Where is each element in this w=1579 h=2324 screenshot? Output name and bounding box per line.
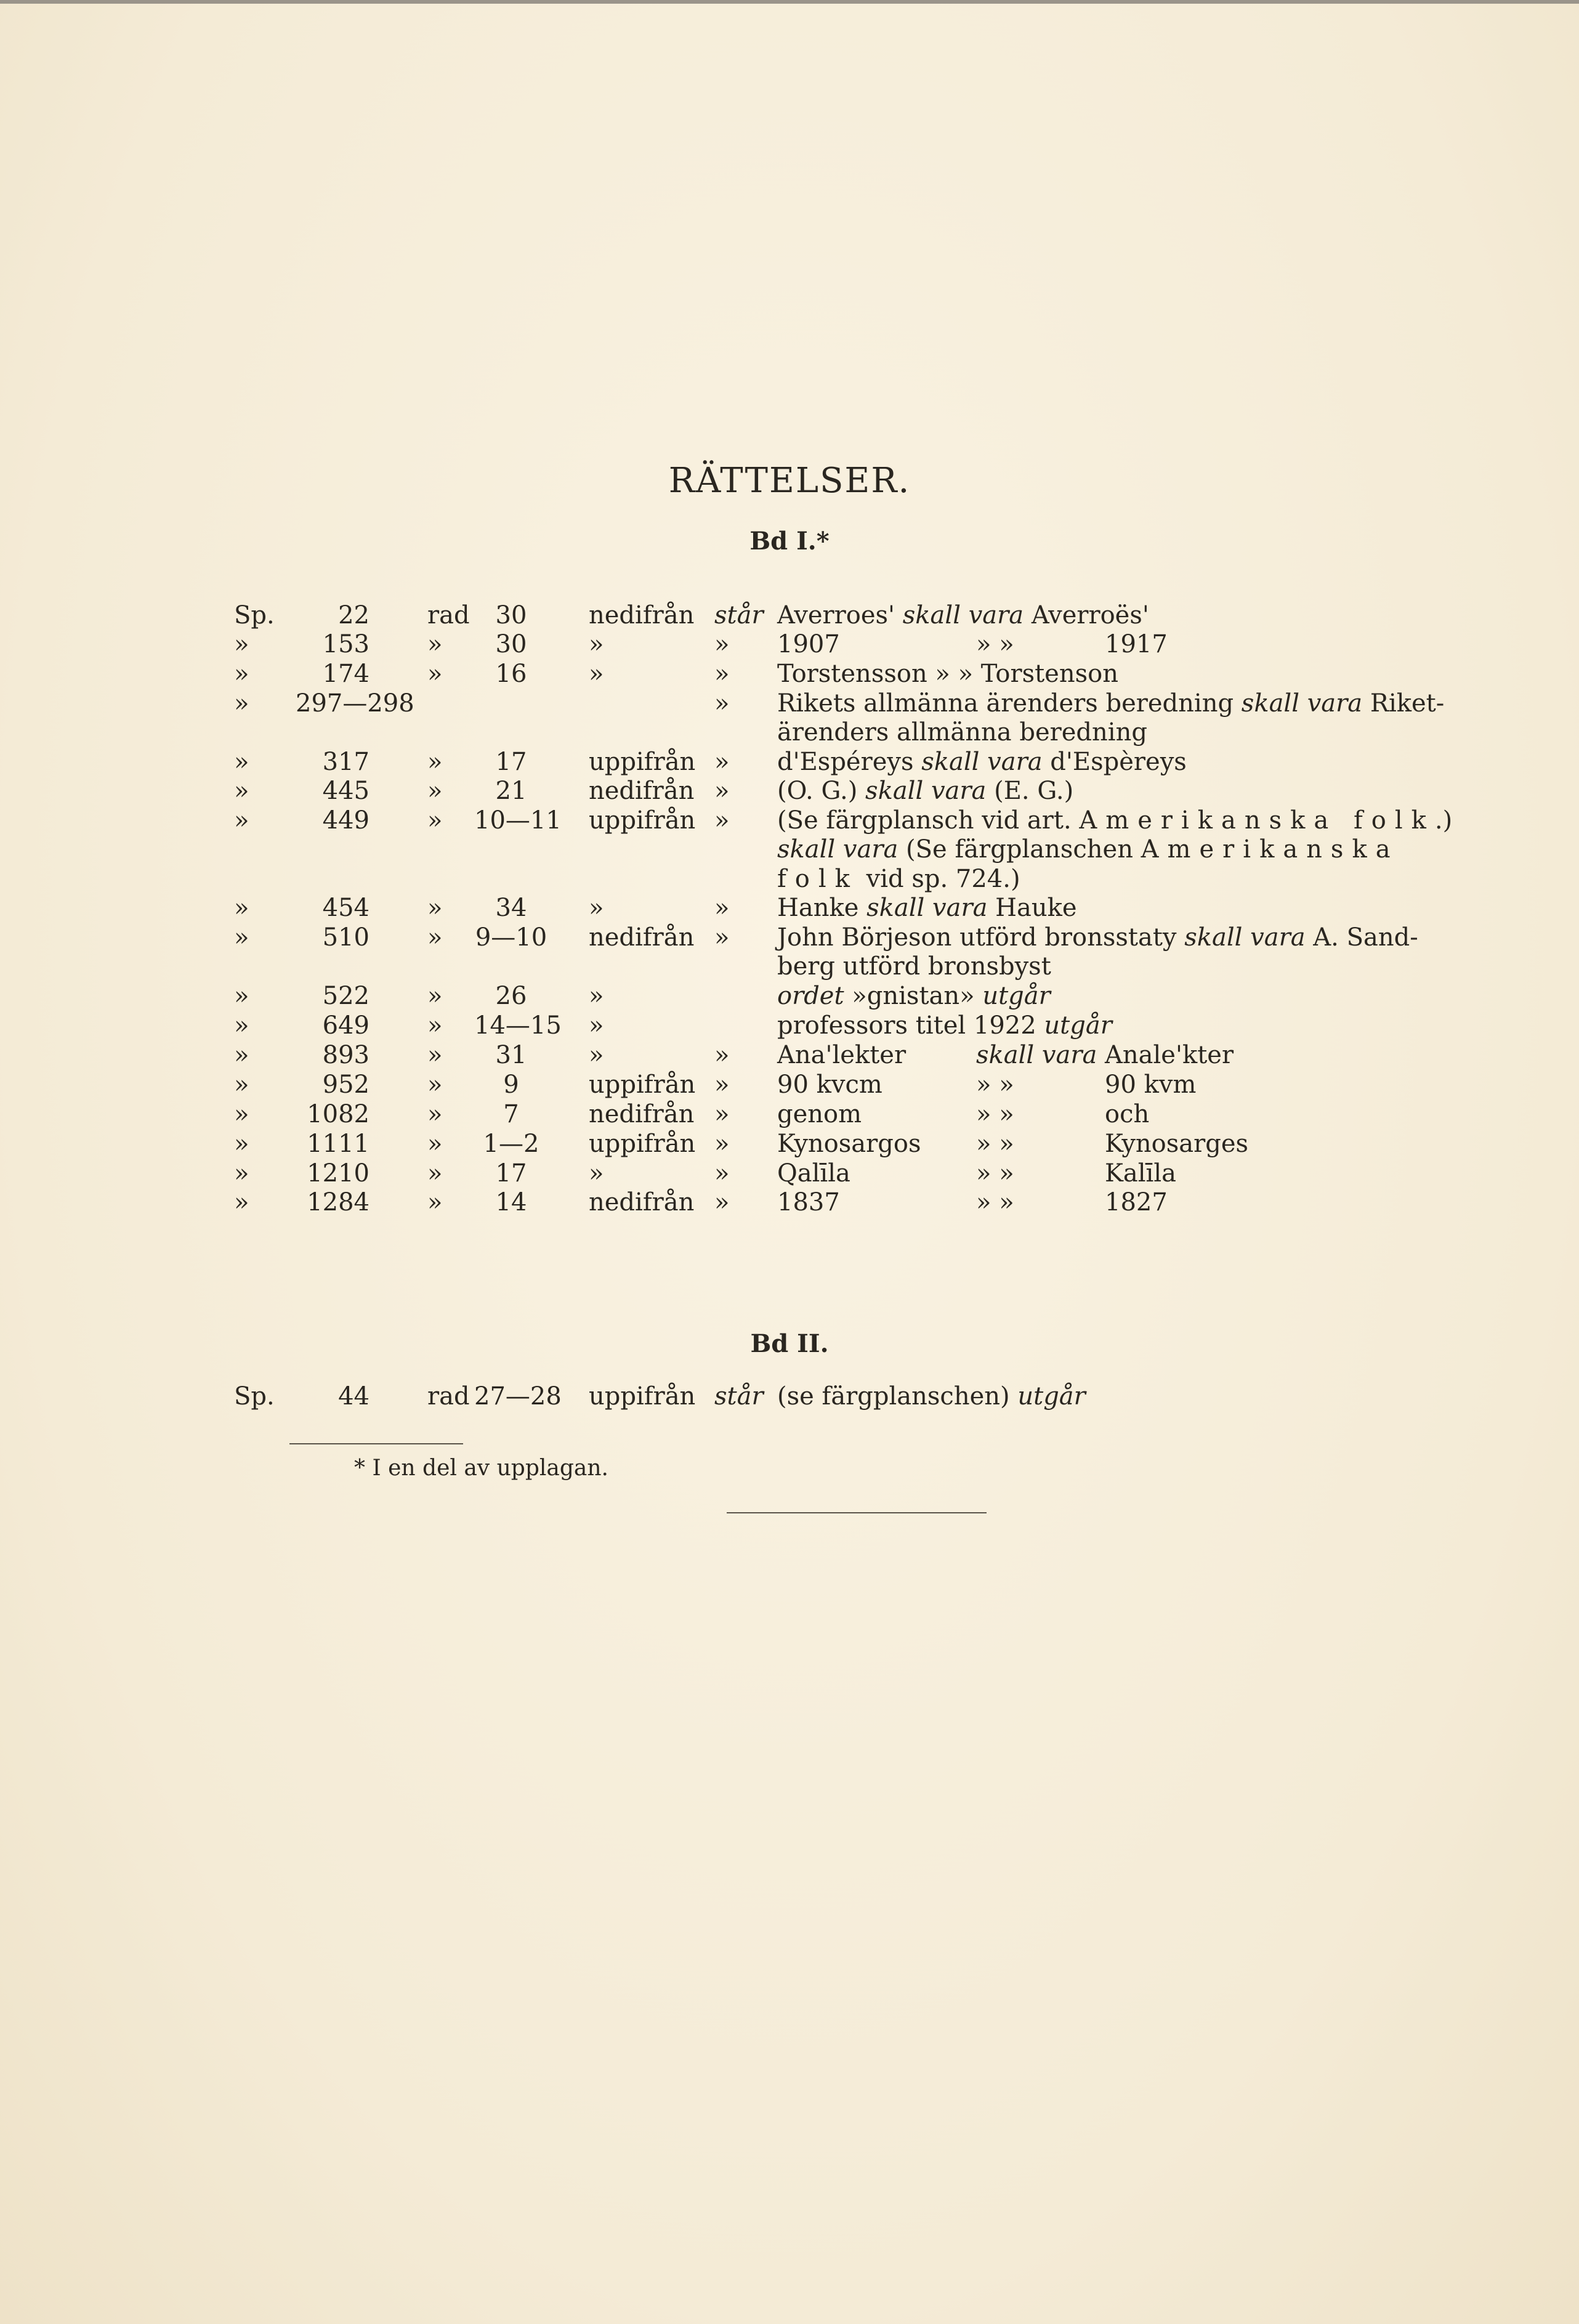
reads-label: » [714,748,730,776]
correction-text [777,1129,921,1159]
line-number: 31 [495,1041,527,1069]
text-segment: Ana'lekter [777,1041,907,1069]
text-segment: Rikets allmänna ärenders beredning [777,689,1242,718]
text-segment: (E. G.) [986,777,1074,805]
reads-label: » [714,1188,730,1217]
line-label: » [427,777,443,805]
text-segment: genom [777,1100,862,1128]
corrected-text: Kalīla [1105,1159,1176,1188]
column-number: 174 [322,660,370,688]
correction-text [777,747,1187,777]
text-segment: skall vara [1241,689,1363,718]
text-segment: d'Espèreys [1042,748,1187,776]
reads-label: » [714,777,730,805]
volume-1-heading: Bd I.* [749,527,830,556]
text-segment: utgår [1044,1011,1112,1040]
corrected-text: Anale'kter [1105,1041,1234,1069]
text-segment: (O. G.) [777,777,866,805]
line-label: » [427,1100,443,1128]
line-number: 27—28 [474,1382,562,1411]
text-segment: vid sp. 724.) [858,865,1020,893]
line-label: » [427,1071,443,1099]
text-segment: Qalīla [777,1159,850,1188]
column-label: » [234,1188,249,1217]
reads-label: » [714,1100,730,1128]
footnote: * I en del av upplagan. [354,1456,608,1481]
column-number: 445 [322,777,370,805]
should-be-label: » » [976,1188,1014,1217]
correction-row [0,776,1579,806]
column-number: 454 [322,894,370,922]
column-label: » [234,660,249,688]
correction-row [0,893,1579,923]
direction: nedifrån [589,601,695,630]
text-segment: skall vara [902,601,1024,630]
column-label: » [234,777,249,805]
line-number: 34 [495,894,527,922]
direction: » [589,630,604,658]
correction-row [0,1040,1579,1070]
text-segment: ärenders allmänna beredning [777,718,1147,747]
column-label: » [234,630,249,658]
text-segment: skall vara [866,894,988,922]
should-be-label: » » [976,630,1014,658]
corrected-text: 90 kvm [1105,1071,1197,1099]
correction-row [0,747,1579,777]
correction-text [777,630,840,659]
text-segment: »gnistan» [844,982,983,1010]
column-label: » [234,748,249,776]
correction-text [777,981,1051,1011]
text-segment: d'Espéreys [777,748,922,776]
text-segment: berg utförd bronsbyst [777,952,1051,981]
text-segment: Amerikanska folk [1079,806,1435,835]
column-label: » [234,689,249,718]
text-segment: utgår [982,982,1051,1010]
correction-text [777,806,1452,835]
reads-label: » [714,1130,730,1158]
correction-row [0,601,1579,630]
line-number: 17 [495,748,527,776]
correction-row [0,981,1579,1011]
text-segment: Amerikanska [1141,835,1399,864]
line-number: 10—11 [474,806,562,835]
text-segment: Averroes' [777,601,903,630]
column-label: » [234,1041,249,1069]
line-number: 9 [503,1071,519,1099]
line-label: » [427,806,443,835]
text-segment: (Se färgplanschen [898,835,1141,864]
text-segment: utgår [1017,1382,1086,1411]
reads-label: » [714,1041,730,1069]
column-label: » [234,1130,249,1158]
correction-text [777,835,1399,864]
line-number: 14 [495,1188,527,1217]
end-rule [727,1512,987,1513]
text-segment: 1837 [777,1188,840,1217]
line-label: » [427,660,443,688]
text-segment: professors titel 1922 [777,1011,1044,1040]
line-label: » [427,748,443,776]
correction-text [777,1099,862,1129]
column-label: » [234,1100,249,1128]
reads-label: » [714,806,730,835]
reads-label: står [714,601,764,630]
column-label: » [234,982,249,1010]
text-segment: 90 kvcm [777,1071,882,1099]
direction: » [589,1041,604,1069]
correction-text [777,1011,1112,1040]
correction-row [0,1129,1579,1159]
correction-row [0,1070,1579,1099]
reads-label: » [714,689,730,718]
should-be-label: skall vara [976,1041,1097,1069]
text-segment: skall vara [777,835,899,864]
line-number: 17 [495,1159,527,1188]
correction-row [0,1099,1579,1129]
correction-text [777,864,1020,894]
column-number: 952 [322,1071,370,1099]
text-segment: skall vara [921,748,1043,776]
line-label: rad [427,1382,470,1411]
corrected-text: 1917 [1105,630,1168,658]
direction: uppifrån [589,806,696,835]
column-number: 1284 [307,1188,370,1217]
direction: nedifrån [589,1188,695,1217]
text-segment: Kynosargos [777,1130,921,1158]
correction-row [0,835,1579,864]
line-number: 26 [495,982,527,1010]
correction-text [777,1159,850,1188]
volume-2-heading: Bd II. [750,1329,829,1358]
direction: » [589,982,604,1010]
direction: nedifrån [589,777,695,805]
column-label: Sp. [234,1382,275,1411]
correction-row [0,659,1579,689]
correction-text [777,1188,840,1217]
correction-row [0,689,1579,718]
reads-label: » [714,630,730,658]
direction: nedifrån [589,923,695,952]
line-label: » [427,982,443,1010]
column-label: » [234,806,249,835]
corrected-text: och [1105,1100,1150,1128]
correction-text [777,1040,906,1070]
correction-text [777,776,1073,806]
correction-row [0,952,1579,981]
correction-row [0,718,1579,747]
direction: » [589,1159,604,1188]
column-number: 893 [322,1041,370,1069]
line-number: 16 [495,660,527,688]
text-segment: A. Sand- [1305,923,1418,952]
reads-label: står [714,1382,764,1411]
line-label: » [427,1188,443,1217]
reads-label: » [714,1159,730,1188]
direction: » [589,660,604,688]
correction-row [0,1382,1579,1411]
column-label: » [234,1159,249,1188]
corrected-text: 1827 [1105,1188,1168,1217]
correction-row [0,864,1579,894]
line-number: 21 [495,777,527,805]
column-number: 649 [322,1011,370,1040]
line-label: » [427,1130,443,1158]
reads-label: » [714,923,730,952]
direction: » [589,1011,604,1040]
text-segment: skall vara [1184,923,1306,952]
text-segment: folk [777,865,858,893]
page-edge [0,0,1579,4]
column-number: 522 [322,982,370,1010]
direction: uppifrån [589,1071,696,1099]
footnote-rule [289,1443,463,1444]
column-label: » [234,923,249,952]
column-label: » [234,894,249,922]
column-number: 1082 [307,1100,370,1128]
text-segment: Hanke [777,894,867,922]
should-be-label: » » [976,1130,1014,1158]
column-number: 1210 [307,1159,370,1188]
correction-text [777,601,1149,630]
correction-text [777,689,1444,718]
text-segment: (se färgplanschen) [777,1382,1018,1411]
line-label: rad [427,601,470,630]
page-title: RÄTTELSER. [668,461,911,501]
correction-row [0,1011,1579,1040]
correction-row [0,923,1579,952]
direction: uppifrån [589,1130,696,1158]
should-be-label: » » [976,1100,1014,1128]
correction-row [0,630,1579,659]
text-segment: Riket- [1362,689,1445,718]
reads-label: » [714,894,730,922]
reads-label: » [714,660,730,688]
text-segment: Averroës' [1024,601,1149,630]
text-segment: (Se färgplansch vid art. [777,806,1080,835]
text-segment: Hauke [987,894,1077,922]
text-segment: skall vara [865,777,987,805]
line-label: » [427,1159,443,1188]
correction-text [777,893,1077,923]
text-segment: ordet [777,982,844,1010]
line-number: 30 [495,601,527,630]
direction: uppifrån [589,1382,696,1411]
text-segment: .) [1434,806,1453,835]
correction-row [0,1159,1579,1188]
text-segment: John Börjeson utförd bronsstaty [777,923,1185,952]
line-number: 1—2 [483,1130,539,1158]
line-label: » [427,1011,443,1040]
line-number: 14—15 [474,1011,562,1040]
should-be-label: » » [976,1159,1014,1188]
correction-text [777,952,1051,981]
line-number: 30 [495,630,527,658]
column-label: » [234,1071,249,1099]
column-number: 297—298 [296,689,414,718]
column-number: 153 [322,630,370,658]
line-label: » [427,1041,443,1069]
line-label: » [427,630,443,658]
text-segment: 1907 [777,630,840,658]
correction-text [777,1070,882,1099]
line-number: 9—10 [475,923,547,952]
column-number: 22 [338,601,370,630]
correction-row [0,806,1579,835]
line-number: 7 [503,1100,519,1128]
correction-text [777,923,1418,952]
reads-label: » [714,1071,730,1099]
correction-text [777,1382,1086,1411]
correction-text [777,659,1118,689]
correction-row [0,1188,1579,1217]
corrected-text: Kynosarges [1105,1130,1249,1158]
line-label: » [427,923,443,952]
column-number: 510 [322,923,370,952]
direction: » [589,894,604,922]
line-label: » [427,894,443,922]
should-be-label: » » [976,1071,1014,1099]
column-number: 44 [338,1382,370,1411]
correction-text [777,718,1147,747]
column-number: 317 [322,748,370,776]
column-number: 449 [322,806,370,835]
column-label: » [234,1011,249,1040]
column-label: Sp. [234,601,275,630]
direction: nedifrån [589,1100,695,1128]
direction: uppifrån [589,748,696,776]
column-number: 1111 [307,1130,370,1158]
text-segment: Torstensson » » Torstenson [777,660,1118,688]
